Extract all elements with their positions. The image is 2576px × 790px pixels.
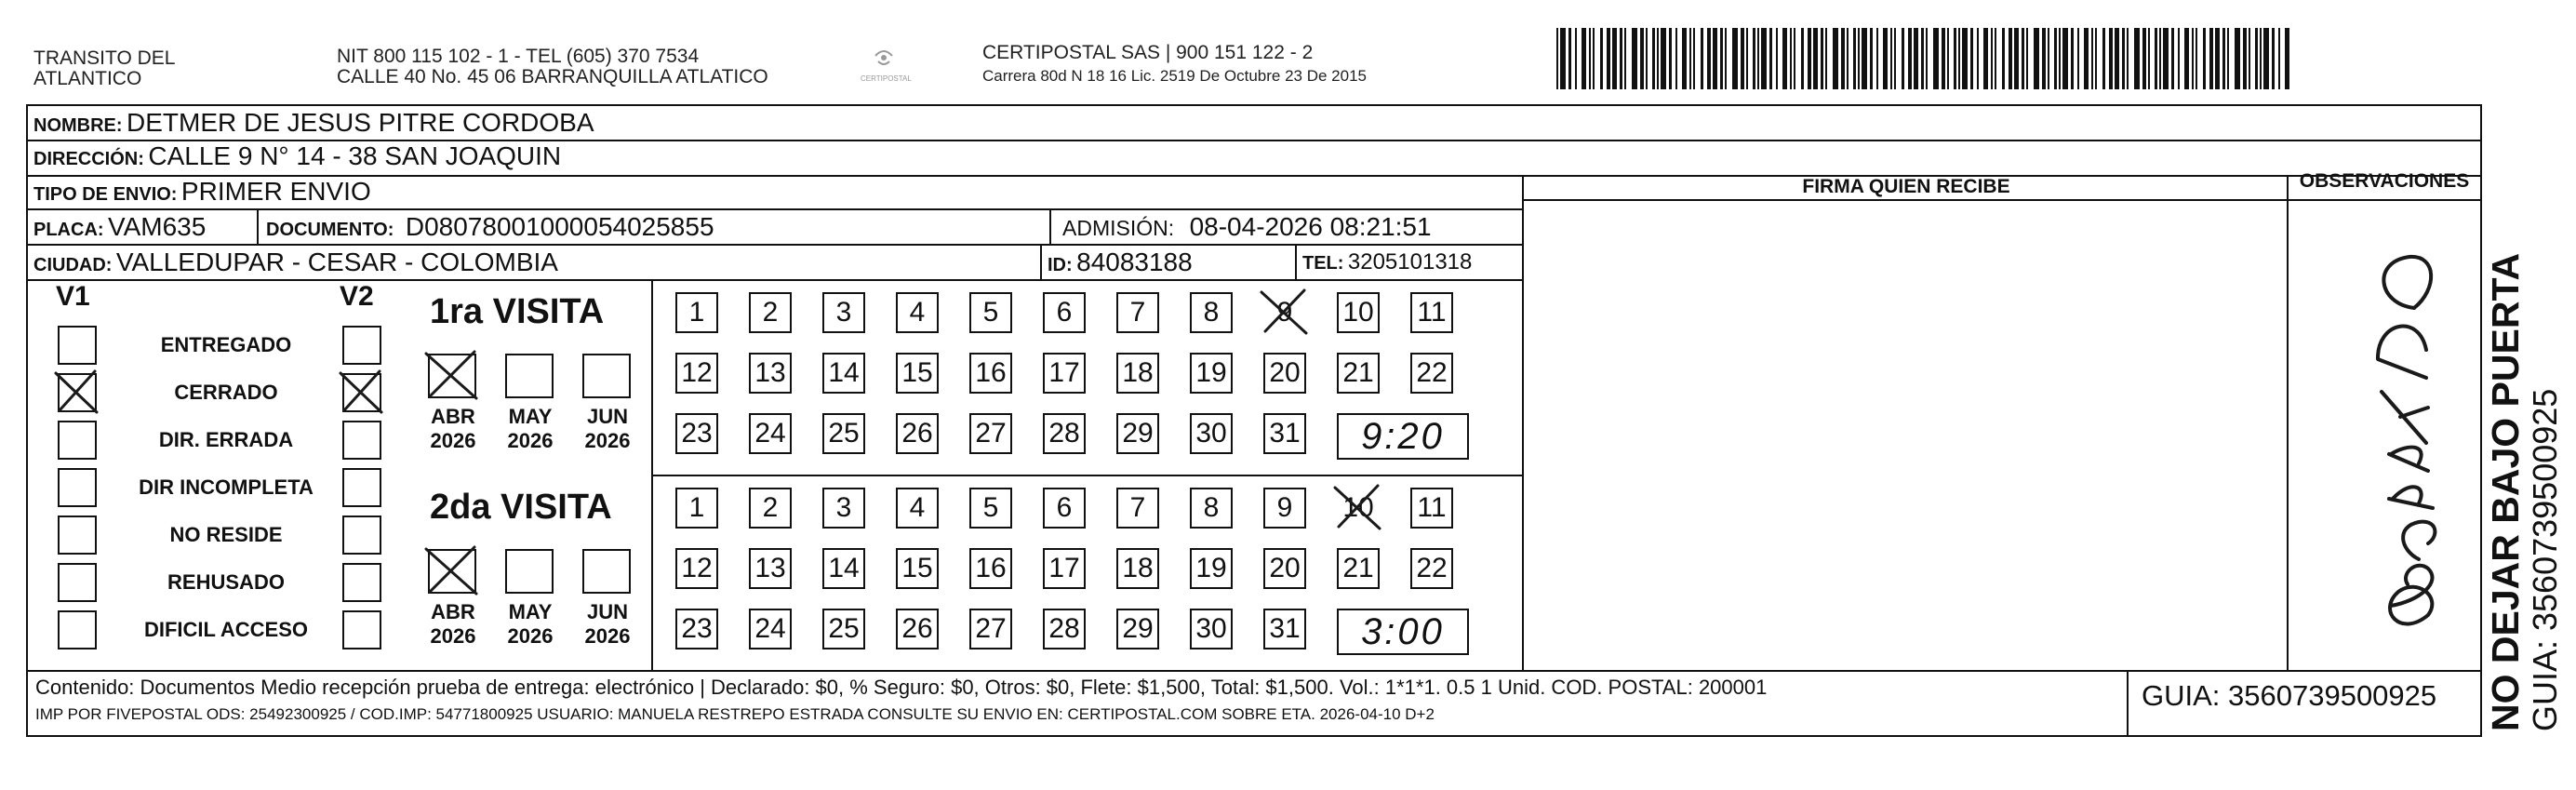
ciudad-label: CIUDAD: (33, 255, 113, 275)
v1-checkbox-entregado[interactable] (58, 326, 97, 365)
visit-1-day-22[interactable]: 22 (1410, 353, 1453, 394)
v1-checkbox-no-reside[interactable] (58, 516, 97, 555)
x-mark-icon (424, 545, 480, 597)
visit-1-day-29[interactable]: 29 (1116, 413, 1159, 454)
visit-1-day-31[interactable]: 31 (1263, 413, 1306, 454)
visit-1-day-30[interactable]: 30 (1190, 413, 1233, 454)
ciudad-field (33, 248, 558, 282)
visit-2-day-6[interactable]: 6 (1043, 488, 1086, 529)
nombre-value: DETMER DE JESUS PITRE CORDOBA (127, 108, 594, 137)
v2-checkbox-entregado[interactable] (342, 326, 381, 365)
certipostal-logo (870, 47, 898, 74)
visit-2-day-7[interactable]: 7 (1116, 488, 1159, 529)
visit-2-month-may-checkbox[interactable] (505, 549, 554, 594)
status-label-dificil-acceso: DIFICIL ACCESO (143, 618, 308, 641)
side-warning: NO DEJAR BAJO PUERTA (2484, 252, 2527, 731)
admision-field (1062, 212, 1432, 247)
visit-1-day-3[interactable]: 3 (822, 292, 865, 333)
visit-1-day-28[interactable]: 28 (1043, 413, 1086, 454)
visit-1-day-15[interactable]: 15 (896, 353, 939, 394)
visit-1-day-7[interactable]: 7 (1116, 292, 1159, 333)
placa-field (33, 212, 206, 247)
visit-1-day-5[interactable]: 5 (969, 292, 1012, 333)
visit-1-day-21[interactable]: 21 (1337, 353, 1380, 394)
visit-1-day-26[interactable]: 26 (896, 413, 939, 454)
visit-2-day-18[interactable]: 18 (1116, 548, 1159, 589)
visit-1-day-4[interactable]: 4 (896, 292, 939, 333)
v1-checkbox-cerrado[interactable] (58, 373, 97, 412)
visit-2-day-4[interactable]: 4 (896, 488, 939, 529)
v2-checkbox-dir-errada[interactable] (342, 421, 381, 460)
visit-1-day-23[interactable]: 23 (675, 413, 718, 454)
v2-header: V2 (340, 281, 374, 312)
documento-field (266, 212, 714, 247)
direccion-field (33, 141, 561, 176)
status-label-dir-incompleta: DIR INCOMPLETA (139, 475, 314, 499)
visit-2-day-30[interactable]: 30 (1190, 609, 1233, 649)
direccion-label: DIRECCIÓN: (33, 149, 144, 169)
v2-checkbox-cerrado[interactable] (342, 373, 381, 412)
visit-2-day-9[interactable]: 9 (1263, 488, 1306, 529)
visit-1-day-14[interactable]: 14 (822, 353, 865, 394)
v1-checkbox-dificil-acceso[interactable] (58, 610, 97, 649)
placa-value: VAM635 (108, 212, 207, 241)
admision-label: ADMISIÓN: (1062, 216, 1175, 240)
visit-2-day-31[interactable]: 31 (1263, 609, 1306, 649)
tel-value: 3205101318 (1347, 249, 1473, 274)
visit-2-month-abr-label: ABR 2026 (430, 600, 476, 648)
visit-1-day-10[interactable]: 10 (1337, 292, 1380, 333)
visit-1-day-11[interactable]: 11 (1410, 292, 1453, 333)
visit-2-day-27[interactable]: 27 (969, 609, 1012, 649)
visit-2-day-5[interactable]: 5 (969, 488, 1012, 529)
tipo-envio-label: TIPO DE ENVIO: (33, 184, 178, 205)
v2-checkbox-rehusado[interactable] (342, 563, 381, 602)
visit-1-day-19[interactable]: 19 (1190, 353, 1233, 394)
visit-2-month-jun-checkbox[interactable] (582, 549, 631, 594)
visit-2-day-17[interactable]: 17 (1043, 548, 1086, 589)
visit-2-day-21[interactable]: 21 (1337, 548, 1380, 589)
visit-2-day-11[interactable]: 11 (1410, 488, 1453, 529)
id-field (1048, 248, 1193, 282)
ciudad-value: VALLEDUPAR - CESAR - COLOMBIA (115, 248, 558, 276)
nit-line: NIT 800 115 102 - 1 - TEL (605) 370 7534 (337, 46, 700, 67)
nombre-field (33, 108, 594, 142)
v1-header: V1 (56, 281, 90, 312)
imp-line: IMP POR FIVEPOSTAL ODS: 25492300925 / COD.IMP: 54771800925 USUARIO: MANUELA RESTREPO ESTRADA CONSULTE SU ENVIO EN: CERTIPOSTAL.COM SOBRE ETA. 2026-04-10 D+2 (35, 705, 1435, 723)
visit-2-day-24[interactable]: 24 (749, 609, 792, 649)
visit-1-month-jun-label: JUN 2026 (584, 405, 631, 452)
visit-2-day-15[interactable]: 15 (896, 548, 939, 589)
x-mark-icon (1260, 288, 1310, 337)
status-label-dir-errada: DIR. ERRADA (158, 428, 294, 451)
visit-2-day-14[interactable]: 14 (822, 548, 865, 589)
visit-2-month-jun-label: JUN 2026 (584, 600, 631, 648)
visit-1-day-9[interactable]: 9 (1263, 292, 1306, 333)
visit-2-month-may-label: MAY 2026 (507, 600, 554, 648)
tel-field (1302, 248, 1472, 280)
visit-1-day-6[interactable]: 6 (1043, 292, 1086, 333)
x-mark-icon (1333, 484, 1383, 532)
v1-checkbox-dir-errada[interactable] (58, 421, 97, 460)
company-name-line1: TRANSITO DEL (33, 47, 176, 69)
observaciones-header: OBSERVACIONES (2299, 170, 2470, 192)
tipo-envio-value: PRIMER ENVIO (180, 177, 371, 206)
courier-line: CERTIPOSTAL SAS | 900 151 122 - 2 (982, 42, 1314, 63)
visit-2-day-16[interactable]: 16 (969, 548, 1012, 589)
visit-2-month-abr-checkbox[interactable] (428, 549, 476, 594)
x-mark-icon (54, 369, 100, 416)
documento-value: D08078001000054025855 (405, 212, 714, 241)
observaciones-handwriting (2289, 201, 2480, 668)
visit-1-day-16[interactable]: 16 (969, 353, 1012, 394)
status-label-entregado: ENTREGADO (160, 333, 292, 356)
visit-2-day-29[interactable]: 29 (1116, 609, 1159, 649)
v1-checkbox-rehusado[interactable] (58, 563, 97, 602)
visit-1-month-abr-label: ABR 2026 (430, 405, 476, 452)
visit-1-day-8[interactable]: 8 (1190, 292, 1233, 333)
documento-label: DOCUMENTO: (266, 220, 394, 240)
company-name-line2: ATLANTICO (33, 68, 142, 89)
visit-1-time-box[interactable]: 9:20 (1337, 413, 1469, 460)
visit-2-day-1[interactable]: 1 (675, 488, 718, 529)
visit-2-day-25[interactable]: 25 (822, 609, 865, 649)
address-line: CALLE 40 No. 45 06 BARRANQUILLA ATLATICO (337, 66, 768, 87)
visit-1-month-may-checkbox[interactable] (505, 354, 554, 398)
x-mark-icon (424, 350, 480, 402)
visit-1-day-1[interactable]: 1 (675, 292, 718, 333)
visit-2-day-10[interactable]: 10 (1337, 488, 1380, 529)
visit-1-day-18[interactable]: 18 (1116, 353, 1159, 394)
visit-2-day-8[interactable]: 8 (1190, 488, 1233, 529)
visit-1-day-27[interactable]: 27 (969, 413, 1012, 454)
visit-1-day-13[interactable]: 13 (749, 353, 792, 394)
direccion-value: CALLE 9 N° 14 - 38 SAN JOAQUIN (148, 141, 562, 170)
visit-1-month-jun-checkbox[interactable] (582, 354, 631, 398)
visit-2-day-28[interactable]: 28 (1043, 609, 1086, 649)
visit-2-day-22[interactable]: 22 (1410, 548, 1453, 589)
id-value: 84083188 (1076, 248, 1193, 276)
visit-1-day-12[interactable]: 12 (675, 353, 718, 394)
status-label-cerrado: CERRADO (174, 381, 278, 404)
v2-checkbox-no-reside[interactable] (342, 516, 381, 555)
visit-2-day-19[interactable]: 19 (1190, 548, 1233, 589)
license-line: Carrera 80d N 18 16 Lic. 2519 De Octubre 23 De 2015 (982, 67, 1367, 85)
visit-2-day-3[interactable]: 3 (822, 488, 865, 529)
id-label: ID: (1048, 255, 1073, 275)
visit-1-day-17[interactable]: 17 (1043, 353, 1086, 394)
side-guia: GUIA: 3560739500925 (2526, 388, 2564, 731)
visit-2-day-2[interactable]: 2 (749, 488, 792, 529)
v2-checkbox-dificil-acceso[interactable] (342, 610, 381, 649)
v2-checkbox-dir-incompleta[interactable] (342, 468, 381, 507)
visit-1-day-24[interactable]: 24 (749, 413, 792, 454)
tipo-envio-field (33, 177, 371, 211)
visit-2-day-20[interactable]: 20 (1263, 548, 1306, 589)
visit-1-month-abr-checkbox[interactable] (428, 354, 476, 398)
admision-value: 08-04-2026 08:21:51 (1189, 212, 1432, 241)
visit-2-day-13[interactable]: 13 (749, 548, 792, 589)
x-mark-icon (339, 369, 385, 416)
visit-1-day-20[interactable]: 20 (1263, 353, 1306, 394)
tel-label: TEL: (1302, 253, 1344, 274)
status-label-no-reside: NO RESIDE (169, 523, 283, 546)
visit-2-day-26[interactable]: 26 (896, 609, 939, 649)
visit-1-day-25[interactable]: 25 (822, 413, 865, 454)
status-label-rehusado: REHUSADO (167, 570, 285, 594)
visit-1-month-may-label: MAY 2026 (507, 405, 554, 452)
visit-1-day-2[interactable]: 2 (749, 292, 792, 333)
visit-2-day-23[interactable]: 23 (675, 609, 718, 649)
signature-area[interactable] (1526, 201, 2285, 668)
barcode (1556, 28, 2291, 89)
visit-1-title: 1ra VISITA (430, 292, 605, 331)
visit-2-time-box[interactable]: 3:00 (1337, 609, 1469, 655)
visit-2-day-12[interactable]: 12 (675, 548, 718, 589)
contenido-line: Contenido: Documentos Medio recepción prueba de entrega: electrónico | Declarado: $0, % Seguro: $0, Otros: $0, Flete: $1,500, Total: $1,500. Vol.: 1*1*1. 0.5 1 Unid. COD. POSTAL: 200001 (35, 676, 1768, 699)
placa-label: PLACA: (33, 220, 104, 240)
guia-box: GUIA: 3560739500925 (2142, 679, 2437, 712)
logo-caption: CERTIPOSTAL (861, 74, 912, 83)
v1-checkbox-dir-incompleta[interactable] (58, 468, 97, 507)
visit-2-title: 2da VISITA (430, 488, 612, 527)
firma-header: FIRMA QUIEN RECIBE (1802, 176, 2010, 197)
nombre-label: NOMBRE: (33, 115, 123, 136)
